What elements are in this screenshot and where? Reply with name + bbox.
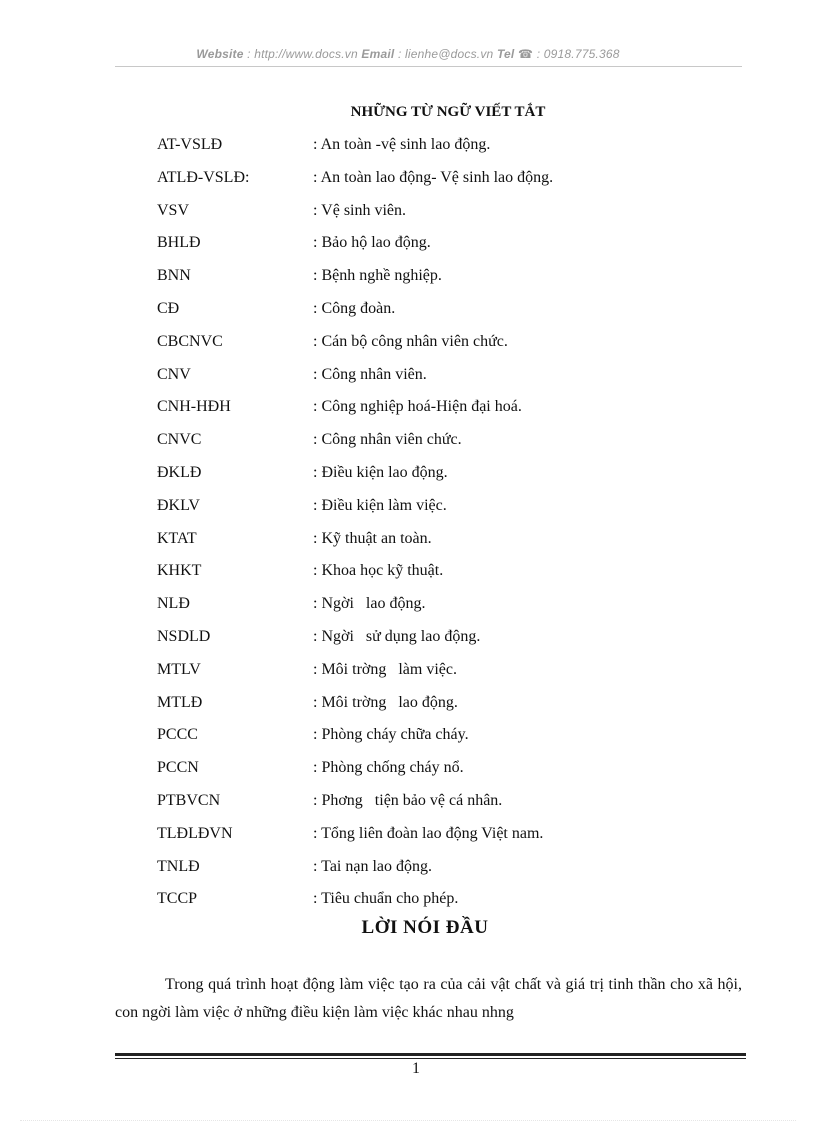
- abbreviation-row: [157, 556, 757, 589]
- abbreviation-row: [157, 196, 757, 229]
- abbreviation-row: [157, 360, 757, 393]
- tel-label: Tel: [496, 47, 515, 61]
- abbreviation-row: [157, 228, 757, 261]
- abbreviation-code: BHLĐ: [157, 234, 201, 252]
- abbreviation-definition: : An toàn lao động- Vệ sinh lao động.: [313, 168, 554, 186]
- abbreviation-definition: : Vệ sinh viên.: [313, 201, 407, 219]
- page-number: 1: [412, 1060, 420, 1077]
- abbreviation-definition: : Công đoàn.: [313, 299, 396, 317]
- abbreviation-definition: : Tổng liên đoàn lao động Việt nam.: [313, 824, 544, 842]
- abbreviation-list: [157, 130, 757, 917]
- abbreviation-code: ATLĐ-VSLĐ:: [157, 168, 250, 186]
- abbreviation-definition: : Tiêu chuẩn cho phép.: [313, 890, 459, 908]
- abbreviation-code: KTAT: [157, 529, 197, 547]
- abbreviation-definition: : Tai nạn lao động.: [313, 857, 433, 875]
- abbreviation-code: MTLĐ: [157, 693, 203, 711]
- abbreviation-definition: : Môi trờng làm việc.: [313, 660, 457, 678]
- abbreviation-code: MTLV: [157, 660, 201, 678]
- abbreviation-definition: : Công nhân viên chức.: [313, 431, 462, 449]
- abbreviation-definition: : An toàn -vệ sinh lao động.: [313, 136, 491, 153]
- header-divider: [115, 66, 742, 67]
- abbreviation-row: [157, 491, 757, 524]
- abbreviation-row: [157, 261, 757, 294]
- abbreviation-definition: : Phòng cháy chữa cháy.: [313, 726, 469, 744]
- abbreviation-definition: : Bảo hộ lao động.: [313, 234, 431, 252]
- abbreviation-row: [157, 163, 757, 196]
- abbreviation-code: CBCNVC: [157, 332, 223, 350]
- website-label: Website: [196, 47, 244, 61]
- abbreviation-row: [157, 294, 757, 327]
- abbreviation-definition: : Phơng tiện bảo vệ cá nhân.: [313, 791, 503, 809]
- abbreviation-code: TNLĐ: [157, 857, 200, 875]
- abbreviation-code: VSV: [157, 201, 190, 219]
- intro-paragraph: [115, 971, 742, 1027]
- abbreviation-definition: : Kỹ thuật an toàn.: [313, 529, 432, 547]
- abbreviation-code: CNVC: [157, 431, 202, 449]
- abbreviation-code: CĐ: [157, 299, 180, 317]
- website-value: : http://www.docs.vn: [247, 47, 358, 61]
- abbreviation-code: KHKT: [157, 562, 202, 580]
- document-title: NHỮNG TỪ NGỮ VIẾT TẮT: [350, 104, 546, 120]
- abbreviation-row: [157, 720, 757, 753]
- abbreviation-definition: : Ngời sử dụng lao động.: [313, 627, 481, 645]
- section-title: LỜI NÓI ĐẦU: [361, 917, 489, 938]
- abbreviation-definition: : Bệnh nghề nghiệp.: [313, 267, 442, 285]
- abbreviation-definition: : Phòng chống cháy nổ.: [313, 759, 464, 777]
- abbreviation-row: [157, 753, 757, 786]
- abbreviation-definition: : Cán bộ công nhân viên chức.: [313, 332, 508, 350]
- phone-icon: ☎: [518, 47, 534, 61]
- abbreviation-code: CNH-HĐH: [157, 398, 231, 416]
- abbreviation-row: [157, 688, 757, 721]
- abbreviation-row: [157, 786, 757, 819]
- abbreviation-row: [157, 524, 757, 557]
- abbreviation-definition: : Điều kiện lao động.: [313, 463, 448, 481]
- footer-divider-thin: [115, 1058, 746, 1059]
- abbreviation-code: BNN: [157, 267, 191, 285]
- abbreviation-definition: : Môi trờng lao động.: [313, 693, 458, 711]
- abbreviation-row: [157, 130, 757, 163]
- abbreviation-definition: : Công nghiệp hoá-Hiện đại hoá.: [313, 398, 522, 416]
- abbreviation-definition: : Khoa học kỹ thuật.: [313, 562, 444, 580]
- abbreviation-code: ĐKLĐ: [157, 463, 202, 481]
- email-label: Email: [361, 47, 395, 61]
- abbreviation-row: [157, 589, 757, 622]
- abbreviation-code: NLĐ: [157, 595, 190, 613]
- paragraph-text: Trong quá trình hoạt động làm việc tạo ra của cải vật chất và giá trị tinh thần cho xã hội, con ngời làm việc ở những điều kiện làm việc khác nhau nhng: [115, 976, 742, 1021]
- abbreviation-code: PCCC: [157, 726, 198, 744]
- abbreviation-row: [157, 622, 757, 655]
- abbreviation-row: [157, 655, 757, 688]
- abbreviation-code: AT-VSLĐ: [157, 136, 223, 153]
- abbreviation-row: [157, 458, 757, 491]
- abbreviation-row: [157, 392, 757, 425]
- abbreviation-row: [157, 327, 757, 360]
- page-edge-divider: [20, 1120, 796, 1121]
- footer-divider-thick: [115, 1053, 746, 1056]
- abbreviation-row: [157, 852, 757, 885]
- abbreviation-row: [157, 884, 757, 917]
- abbreviation-row: [157, 425, 757, 458]
- abbreviation-code: ĐKLV: [157, 496, 200, 514]
- abbreviation-definition: : Điều kiện làm việc.: [313, 496, 447, 514]
- abbreviation-code: NSDLD: [157, 627, 211, 645]
- page-header: [0, 47, 816, 61]
- email-value: : lienhe@docs.vn: [397, 47, 494, 61]
- abbreviation-code: TLĐLĐVN: [157, 824, 233, 842]
- abbreviation-code: CNV: [157, 365, 191, 383]
- tel-value: : 0918.775.368: [536, 47, 620, 61]
- abbreviation-code: TCCP: [157, 890, 198, 908]
- abbreviation-row: [157, 819, 757, 852]
- abbreviation-code: PTBVCN: [157, 791, 221, 809]
- abbreviation-definition: : Công nhân viên.: [313, 365, 427, 383]
- abbreviation-definition: : Ngời lao động.: [313, 595, 426, 613]
- abbreviation-code: PCCN: [157, 759, 199, 777]
